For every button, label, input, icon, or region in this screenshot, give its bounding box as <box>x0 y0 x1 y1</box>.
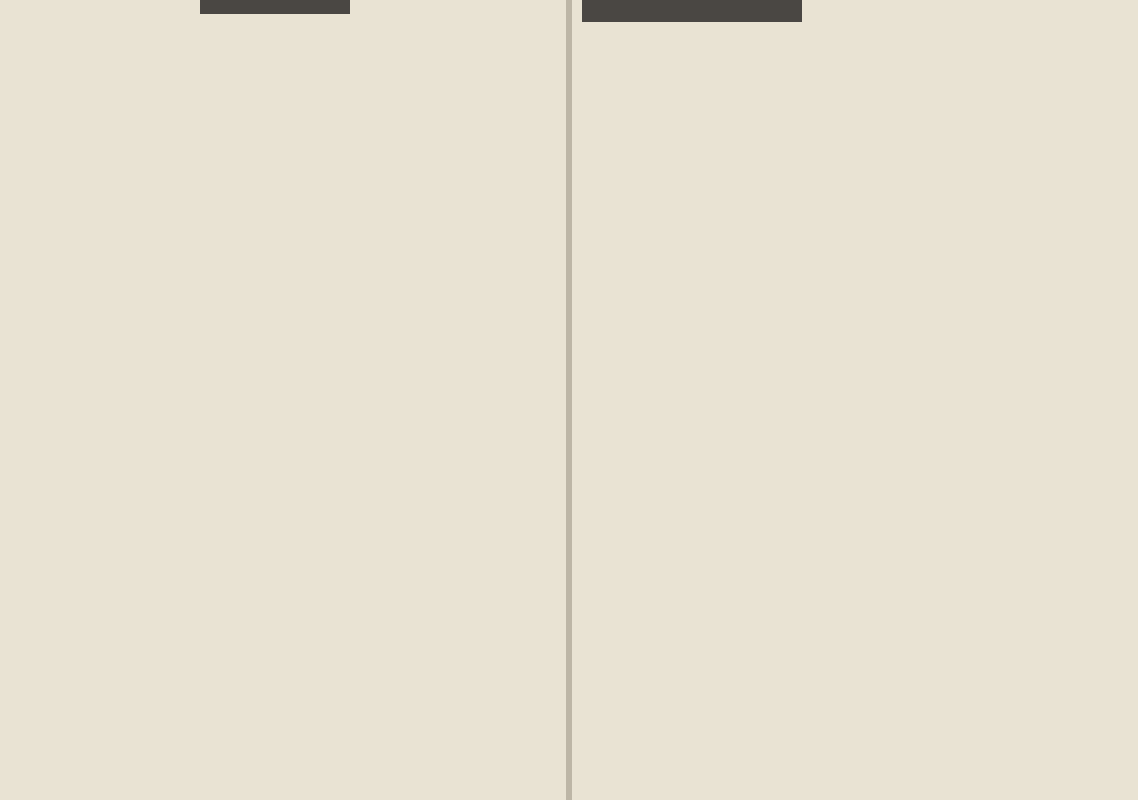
page-left <box>0 0 566 800</box>
article-body-right <box>578 30 1132 230</box>
section-body-right <box>578 270 1132 770</box>
section-body <box>6 375 560 535</box>
section-body-2 <box>6 575 560 770</box>
page-right <box>572 0 1138 800</box>
article-body <box>6 40 560 340</box>
column-banner <box>200 0 350 14</box>
column-banner-right <box>582 0 802 22</box>
